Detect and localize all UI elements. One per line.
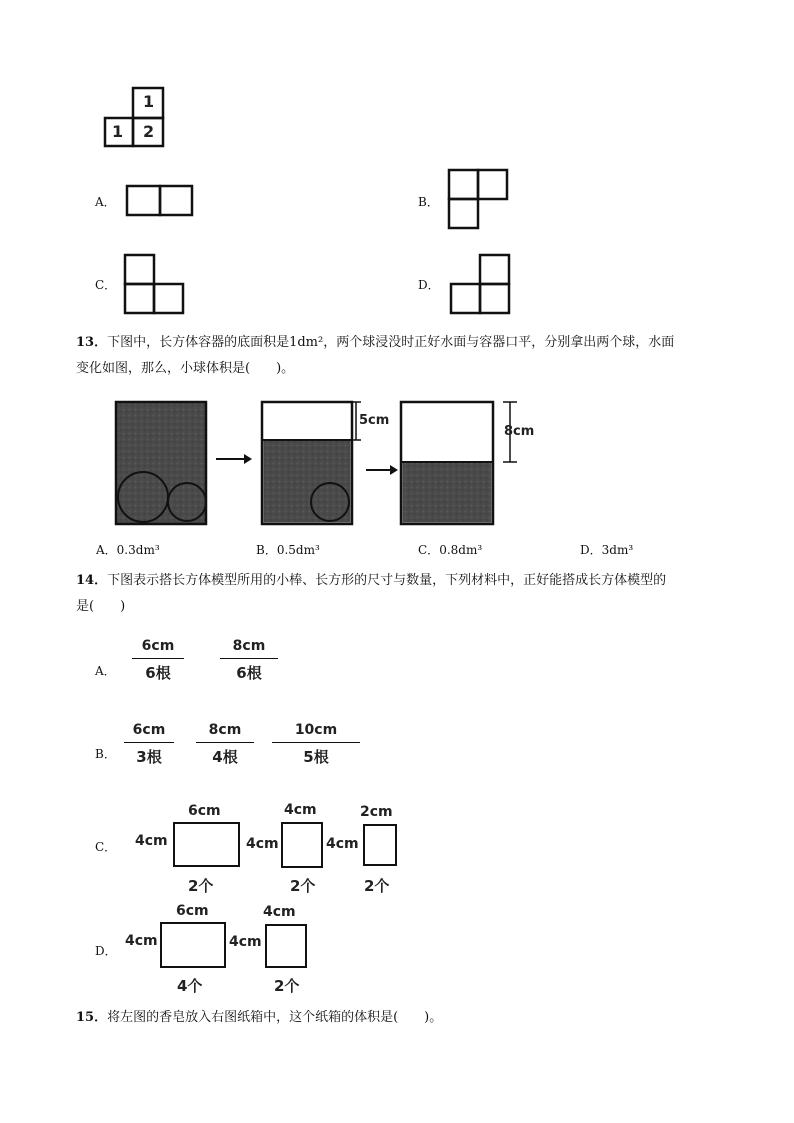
- q14-question: [76, 572, 756, 616]
- q13-label-8cm: 8cm: [504, 424, 535, 439]
- q14-d-rect2: [265, 924, 307, 968]
- q13-number: 13．: [76, 335, 108, 350]
- q14-c-rect2-qty: 2个: [290, 877, 316, 895]
- q12-option-b-label[interactable]: B．: [418, 195, 439, 209]
- q14-c-rect2-top: 4cm: [284, 802, 317, 818]
- q13-option-d[interactable]: D．3dm³: [580, 543, 634, 557]
- q14-option-c-label[interactable]: C．: [95, 840, 117, 854]
- q14-d-rect1-qty: 4个: [177, 977, 203, 995]
- q14-c-rect3: [363, 824, 397, 866]
- q14-d-rect1-top: 6cm: [176, 903, 209, 919]
- q13-line1: 下图中，长方体容器的底面积是1dm²，两个球浸没时正好水面与容器口平，分别拿出两个球，水面: [107, 335, 675, 350]
- q14-number: 14．: [76, 573, 108, 588]
- q13-question: [76, 334, 756, 378]
- q13-option-c[interactable]: C．0.8dm³: [418, 543, 483, 557]
- q12-option-d-label[interactable]: D．: [418, 278, 440, 292]
- q12-option-c-figure[interactable]: [122, 252, 188, 316]
- q14-c-rect1-side: 4cm: [135, 833, 168, 849]
- q14-option-d-label[interactable]: D．: [95, 944, 117, 958]
- q15-text: 将左图的香皂放入右图纸箱中，这个纸箱的体积是( )。: [107, 1010, 443, 1025]
- q14-c-rect3-qty: 2个: [364, 877, 390, 895]
- q14-c-rect1-qty: 2个: [188, 877, 214, 895]
- q14-b-stick-2[interactable]: 8cm 4根: [196, 720, 254, 768]
- q14-a-stick-2[interactable]: 8cm 6根: [220, 636, 278, 684]
- q12-num-right: 2: [143, 122, 155, 141]
- q13-option-b[interactable]: B．0.5dm³: [256, 543, 320, 557]
- q15-number: 15．: [76, 1010, 108, 1025]
- q12-option-a-figure[interactable]: [125, 184, 195, 218]
- q14-line1: 下图表示搭长方体模型所用的小棒、长方形的尺寸与数量，下列材料中，正好能搭成长方体模型的: [107, 573, 667, 588]
- q14-c-figure[interactable]: [130, 800, 410, 900]
- q14-line2: 是( ): [76, 599, 126, 614]
- q14-option-a-label[interactable]: A．: [95, 664, 116, 678]
- q12-option-a-label[interactable]: A．: [95, 195, 116, 209]
- q12-num-left: 1: [112, 122, 124, 141]
- q13-option-a[interactable]: A．0.3dm³: [96, 543, 160, 557]
- q14-c-rect1: [173, 822, 240, 867]
- q14-c-rect1-top: 6cm: [188, 803, 221, 819]
- q14-option-b-label[interactable]: B．: [95, 747, 116, 761]
- q14-b-stick-1[interactable]: 6cm 3根: [124, 720, 174, 768]
- q12-option-d-figure[interactable]: [448, 252, 514, 316]
- q14-b-stick-3[interactable]: 10cm 5根: [272, 720, 360, 768]
- q15-question: [76, 1009, 756, 1027]
- q13-line2: 变化如图，那么，小球体积是( )。: [76, 361, 295, 376]
- q14-d-rect2-qty: 2个: [274, 977, 300, 995]
- q14-d-rect2-top: 4cm: [263, 904, 296, 920]
- q14-c-rect3-top: 2cm: [360, 804, 393, 820]
- q14-d-rect2-side: 4cm: [229, 934, 262, 950]
- q14-d-figure[interactable]: [122, 900, 322, 1000]
- q12-option-c-label[interactable]: C．: [95, 278, 117, 292]
- q13-label-5cm: 5cm: [359, 413, 390, 428]
- q14-c-rect3-side: 4cm: [326, 836, 359, 852]
- q14-d-rect1-side: 4cm: [125, 933, 158, 949]
- q14-c-rect2: [281, 822, 323, 868]
- q13-container-diagram: [110, 396, 550, 530]
- q12-top-figure: [100, 85, 170, 151]
- q14-a-stick-1[interactable]: 6cm 6根: [132, 636, 184, 684]
- q12-option-b-figure[interactable]: [446, 167, 512, 233]
- q12-num-top: 1: [143, 92, 155, 111]
- q14-d-rect1: [160, 922, 226, 968]
- q14-c-rect2-side: 4cm: [246, 836, 279, 852]
